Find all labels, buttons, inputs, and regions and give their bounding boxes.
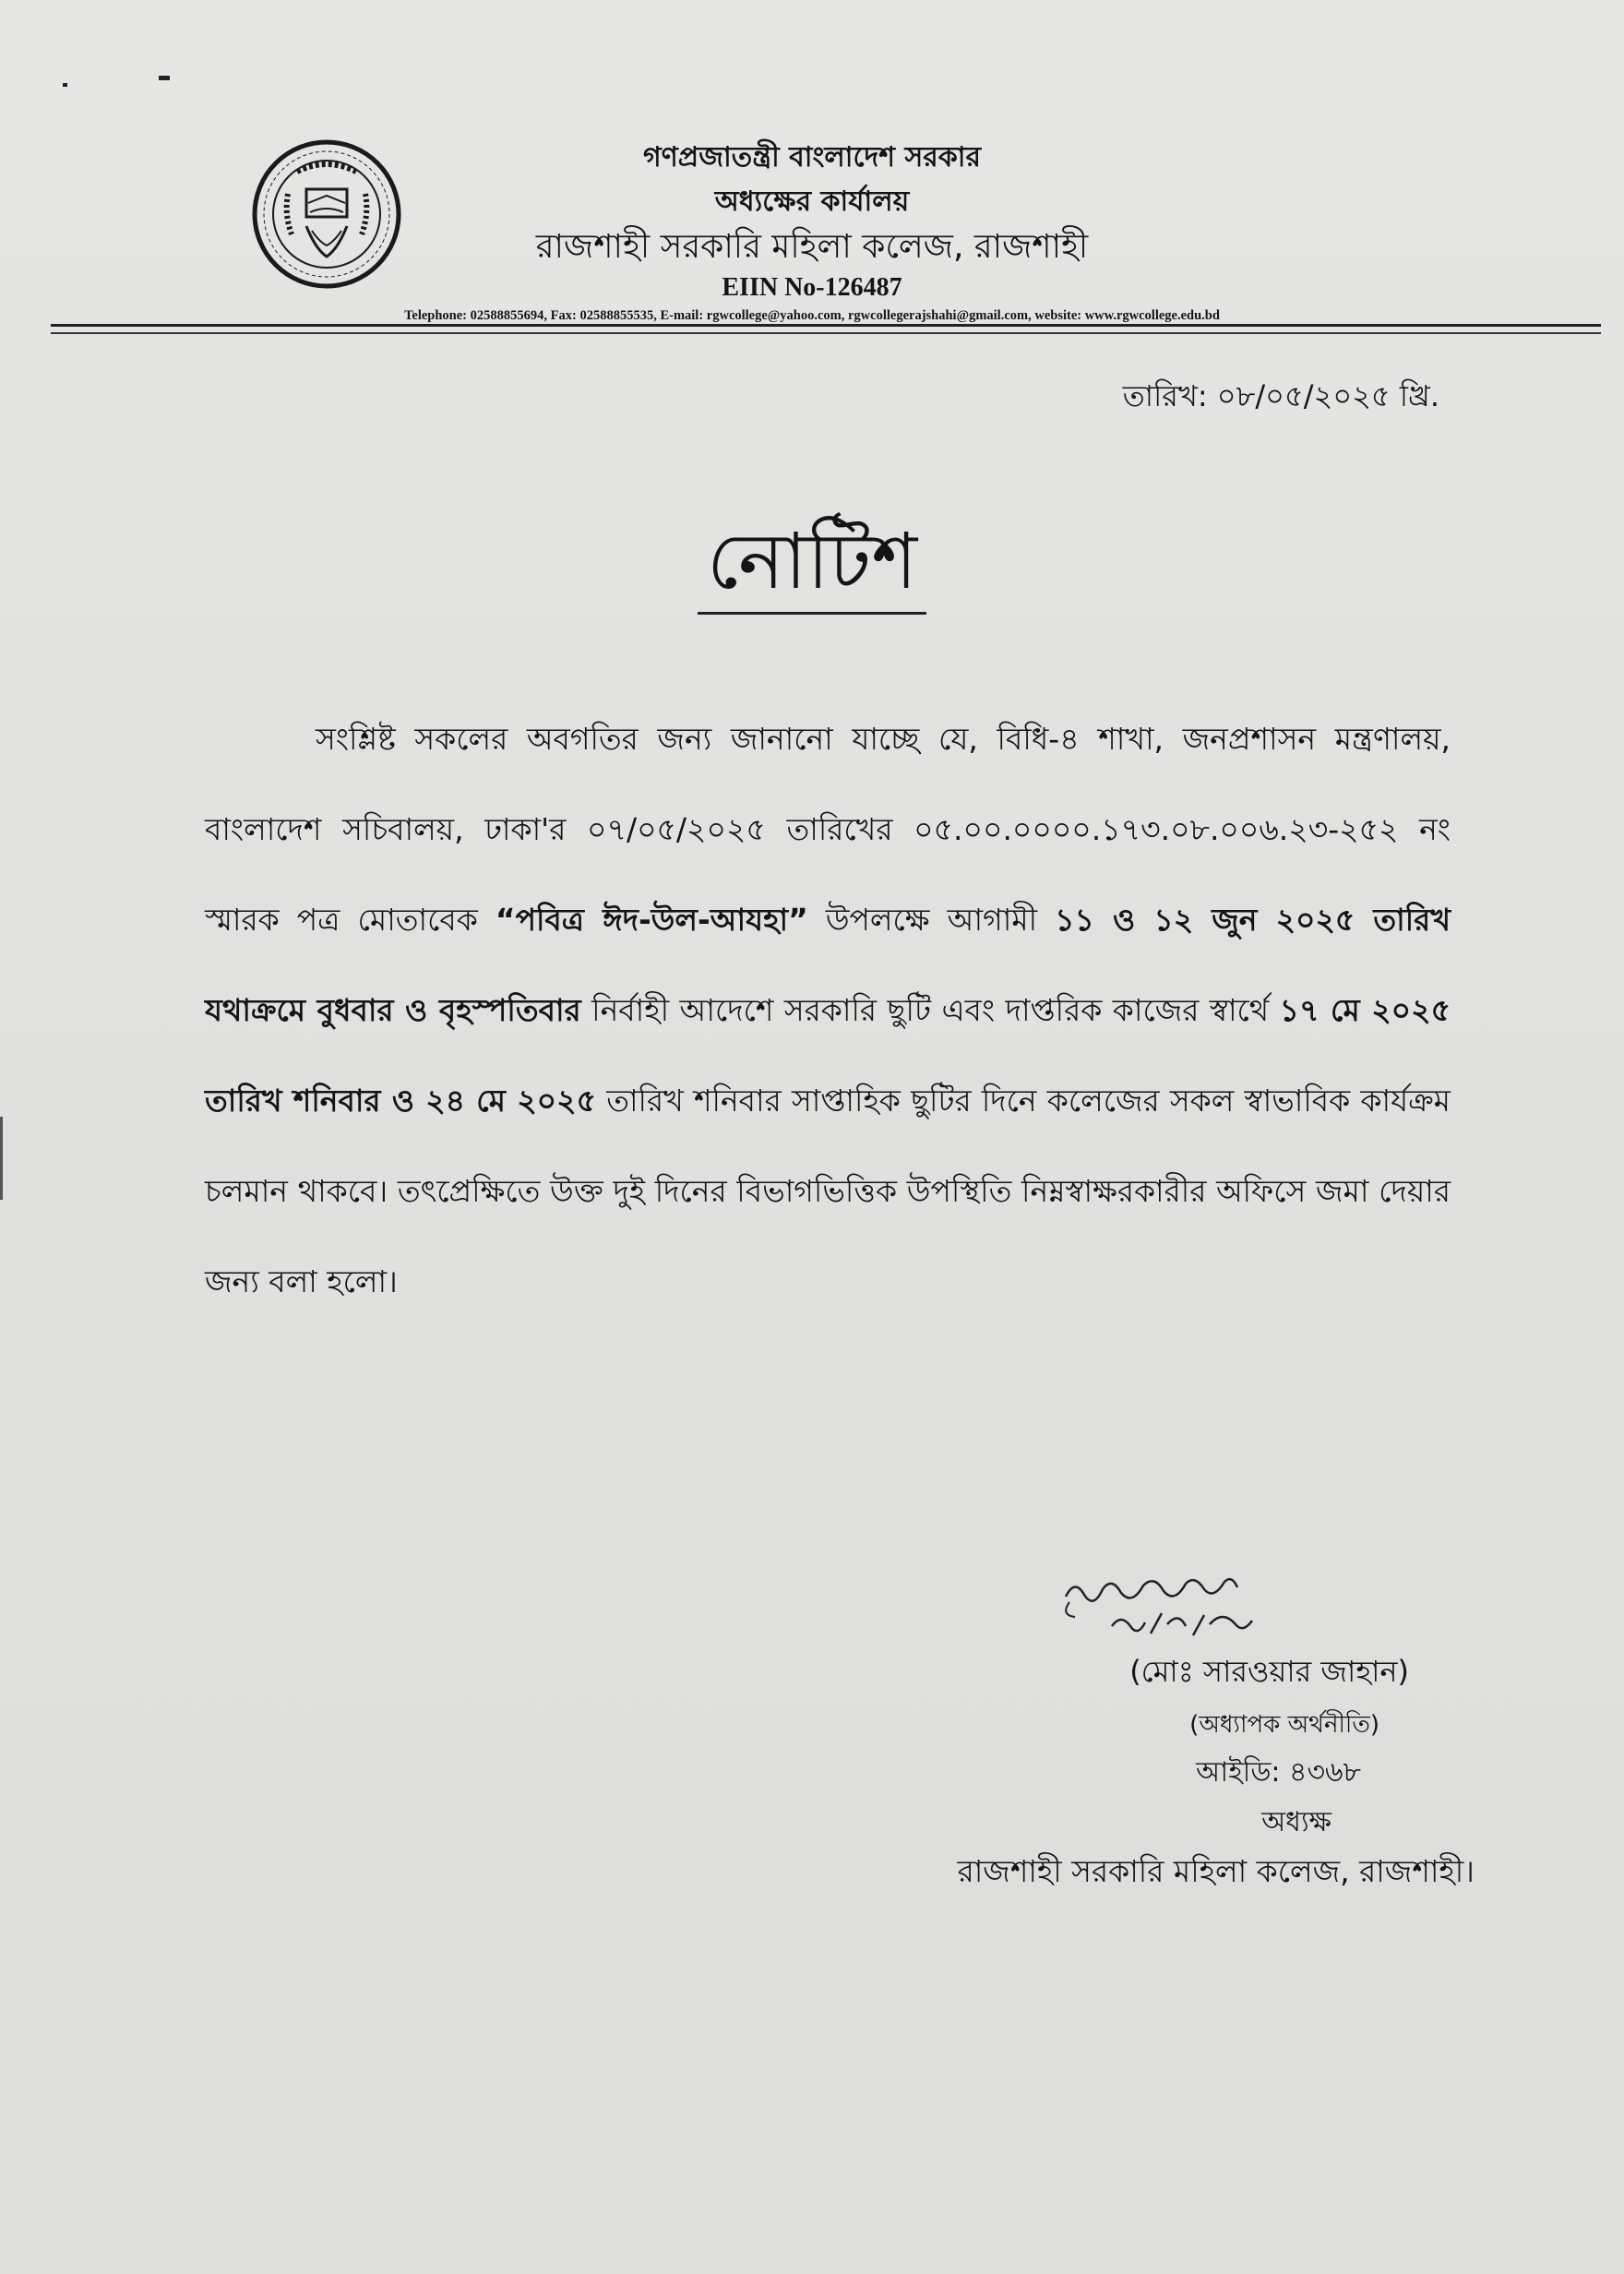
signatory-designation: (অধ্যাপক অর্থনীতি) xyxy=(1189,1711,1379,1739)
body-part-4: তারিখ শনিবার সাপ্তাহিক ছুটির দিনে কলেজের সকল স্বাভাবিক কার্যক্রম চলমান থাকবে। তৎপ্রেক্ষিতে উক্ত দুই দিনের বিভাগভিত্তিক উপস্থিতি নিম্নস্বাক্ষরকারীর অফিসে জমা দেয়ার জন্য বলা হলো। xyxy=(205,1083,1451,1299)
notice-body xyxy=(205,694,1451,1327)
notice-title: নোটিশ xyxy=(698,517,926,615)
government-name: গণপ্রজাতন্ত্রী বাংলাদেশ সরকার xyxy=(643,141,981,174)
signatory-role: অধ্যক্ষ xyxy=(1261,1806,1331,1838)
header-divider-secondary xyxy=(51,332,1601,334)
header-divider xyxy=(51,324,1601,327)
body-part-3: নির্বাহী আদেশে সরকারি ছুটি এবং দাপ্তরিক কাজের স্বার্থে xyxy=(580,992,1280,1028)
body-part-1: সংশ্লিষ্ট সকলের অবগতির জন্য জানানো যাচ্ছে যে, বিধি-৪ শাখা, জনপ্রশাসন মন্ত্রণালয়, বাংলাদেশ সচিবালয়, ঢাকা'র ০৭/০৫/২০২৫ তারিখের ০৫.০০.০০০০.১৭৩.০৮.০০৬.২৩-২৫২ নং স্মারক পত্র মোতাবেক xyxy=(205,721,1451,938)
body-bold-3: ১৭ মে ২০২৫ তারিখ শনিবার ও ২৪ মে ২০২৫ xyxy=(205,992,1451,1119)
body-bold-2: ১১ ও ১২ জুন ২০২৫ তারিখ যথাক্রমে বুধবার ও বৃহস্পতিবার xyxy=(205,902,1451,1028)
signatory-id: আইডি: ৪৩৬৮ xyxy=(1196,1756,1361,1789)
scan-speck xyxy=(0,1117,3,1200)
contact-line: Telephone: 02588855694, Fax: 02588855535, E-mail: rgwcollege@yahoo.com, rgwcollegerajshahi@gmail.com, website: www.rgwcollege.edu.bd xyxy=(404,308,1220,323)
scan-speck xyxy=(63,83,67,87)
signatory-organization: রাজশাহী সরকারি মহিলা কলেজ, রাজশাহী। xyxy=(957,1853,1475,1889)
body-bold-1: “পবিত্র ঈদ-উল-আযহা” xyxy=(495,902,808,938)
institution-name: রাজশাহী সরকারি মহিলা কলেজ, রাজশাহী xyxy=(535,228,1089,266)
office-name: অধ্যক্ষের কার্যালয় xyxy=(714,186,910,218)
eiin-number: EIIN No-126487 xyxy=(722,273,902,302)
body-part-2: উপলক্ষে আগামী xyxy=(807,902,1056,938)
notice-date: তারিখ: ০৮/০৫/২০২৫ খ্রি. xyxy=(1122,378,1439,413)
notice-title-wrapper xyxy=(0,517,1624,615)
scan-speck xyxy=(159,76,170,80)
signatory-name: (মোঃ সারওয়ার জাহান) xyxy=(1129,1654,1409,1689)
